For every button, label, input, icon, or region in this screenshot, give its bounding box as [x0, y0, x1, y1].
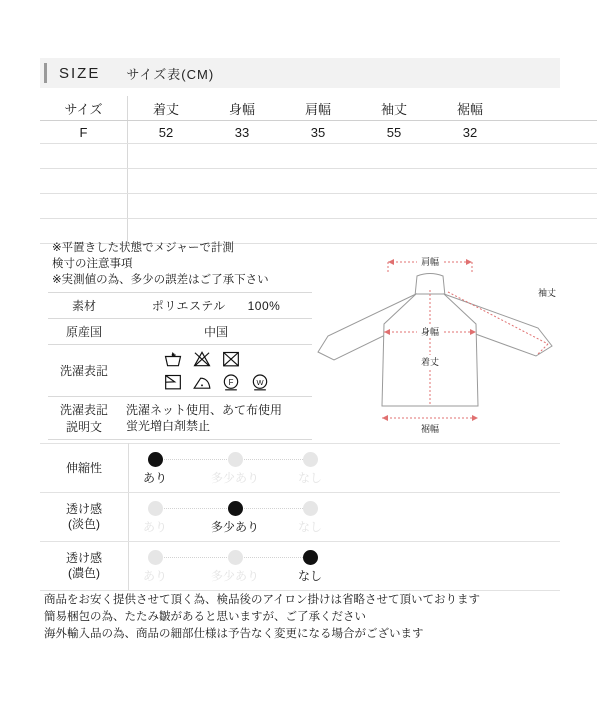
size-table-cell: 52: [128, 121, 205, 144]
footer-notes: [44, 592, 564, 643]
attribute-option-dot: [303, 452, 318, 467]
hand-wash-tub-icon: [162, 349, 184, 369]
attribute-option-dot: [228, 550, 243, 565]
size-table-empty-cell: [128, 194, 205, 219]
attribute-scale-cell: [129, 444, 561, 493]
attribute-option-dot: [148, 501, 163, 516]
svg-text:W: W: [256, 377, 264, 387]
size-table-empty-row: [40, 169, 597, 194]
size-table-empty-cell-pad: [508, 194, 597, 219]
care-symbols-row: [48, 345, 312, 397]
size-table-cell: 35: [280, 121, 356, 144]
size-table-empty-cell: [40, 194, 128, 219]
material-label: 素材: [48, 293, 120, 319]
size-table-empty-cell-pad: [508, 169, 597, 194]
attribute-option-dot: [303, 550, 318, 565]
attribute-label: [40, 493, 129, 542]
size-table-empty-cell: [356, 144, 432, 169]
attribute-table: [40, 443, 560, 591]
size-table-empty-cell: [280, 194, 356, 219]
care-symbol-row-top: [162, 349, 242, 369]
attribute-table-body: [40, 444, 560, 591]
size-table-header-cell: 肩幅: [280, 96, 356, 121]
size-measurement-table: [40, 96, 597, 244]
measuring-note-line: 検寸の注意事項: [52, 258, 133, 270]
attribute-option[interactable]: [122, 495, 188, 535]
size-table-header-cell: 着丈: [128, 96, 205, 121]
attribute-row: [40, 542, 560, 591]
size-header-band: [40, 58, 560, 88]
measuring-notes: [52, 240, 312, 288]
attribute-label-line2: (濃色): [68, 566, 100, 580]
accent-bar-icon: [44, 63, 47, 83]
size-table-empty-cell: [40, 169, 128, 194]
size-table-empty-cell: [432, 144, 508, 169]
label-sleeve: 袖丈: [537, 288, 557, 298]
attribute-scale-cell: [129, 542, 561, 591]
size-table-cell-pad: [508, 121, 597, 144]
size-table-header-cell: 袖丈: [356, 96, 432, 121]
care-note-value: [120, 397, 312, 440]
care-note-label-line2: 説明文: [65, 420, 102, 434]
attribute-option-label: 多少あり: [210, 569, 259, 583]
no-bleach-triangle-icon: [191, 349, 213, 369]
label-hem: 裾幅: [420, 424, 440, 434]
attribute-label-line2: (淡色): [68, 517, 100, 531]
size-table-empty-cell: [432, 219, 508, 244]
care-note-label-line1: 洗濯表記: [59, 403, 108, 417]
care-symbol-group: [120, 349, 312, 392]
attribute-label-line1: 透け感: [65, 551, 102, 565]
attribute-option-label: あり: [142, 471, 167, 485]
size-table-empty-cell-pad: [508, 219, 597, 244]
size-table-empty-row: [40, 144, 597, 169]
size-table-empty-cell: [356, 169, 432, 194]
garment-outline: [318, 274, 552, 407]
attribute-scale: [142, 544, 387, 588]
care-note-line1: 洗濯ネット使用、あて布使用: [126, 403, 283, 417]
attribute-label: [40, 444, 129, 493]
care-note-line2: 蛍光増白剤禁止: [126, 419, 211, 433]
size-table-empty-cell: [356, 219, 432, 244]
attribute-label-line1: 透け感: [65, 502, 102, 516]
attribute-scale: [142, 446, 387, 490]
size-table-empty-cell: [204, 194, 280, 219]
size-table-empty-cell-pad: [508, 144, 597, 169]
size-table-empty-cell: [280, 169, 356, 194]
attribute-option-label: なし: [297, 569, 322, 583]
attribute-option-dot: [303, 501, 318, 516]
no-tumble-dry-icon: [220, 349, 242, 369]
f-circle-drycleaning-icon: [220, 372, 242, 392]
garment-diagram-svg: [312, 248, 574, 438]
attribute-option-dot: [148, 452, 163, 467]
attribute-option-dot: [228, 501, 243, 516]
care-note-row: [48, 397, 312, 440]
attribute-option[interactable]: [122, 446, 188, 486]
care-note-label: [48, 397, 120, 440]
size-badge-label: SIZE: [59, 64, 101, 82]
iron-icon: [191, 372, 213, 392]
size-table-cell: 55: [356, 121, 432, 144]
attribute-label-line1: 伸縮性: [65, 460, 102, 475]
spec-table: [48, 292, 312, 440]
garment-diagram: [312, 248, 574, 438]
attribute-option-label: あり: [142, 520, 167, 534]
size-table-empty-cell: [204, 169, 280, 194]
size-table-cell: 32: [432, 121, 508, 144]
attribute-option[interactable]: [277, 495, 343, 535]
size-table-header-cell: サイズ: [40, 96, 128, 121]
attribute-option[interactable]: [202, 446, 268, 486]
attribute-scale-cell: [129, 493, 561, 542]
size-table-empty-cell: [204, 144, 280, 169]
attribute-scale: [142, 495, 387, 539]
origin-value: 中国: [120, 319, 312, 345]
origin-row: [48, 319, 312, 345]
attribute-option-dot: [228, 452, 243, 467]
size-table-empty-row: [40, 194, 597, 219]
drip-dry-icon: [162, 372, 184, 392]
care-label: 洗濯表記: [48, 345, 120, 397]
svg-text:F: F: [228, 378, 234, 387]
size-table-empty-cell: [40, 144, 128, 169]
attribute-option[interactable]: [202, 495, 268, 535]
origin-label: 原産国: [48, 319, 120, 345]
footer-note-line: 簡易梱包の為、たたみ皺があると思いますが、ご了承ください: [44, 611, 366, 623]
care-symbols-cell: [120, 345, 312, 397]
attribute-option[interactable]: [122, 544, 188, 584]
size-table-empty-cell: [356, 194, 432, 219]
size-table-header-cell: 身幅: [204, 96, 280, 121]
material-row: [48, 293, 312, 319]
size-table-cell: 33: [204, 121, 280, 144]
size-table-header-pad: [508, 96, 597, 121]
size-table-row: [40, 121, 597, 144]
care-symbol-row-bottom: [162, 372, 271, 392]
size-table-empty-cell: [432, 169, 508, 194]
measuring-note-line: ※平置きした状態でメジャーで計測: [52, 242, 234, 254]
size-table-header-cell: 裾幅: [432, 96, 508, 121]
size-table-cell: F: [40, 121, 128, 144]
label-length: 着丈: [420, 357, 440, 367]
size-subtitle: サイズ表(CM): [126, 66, 215, 82]
material-value: [120, 293, 312, 319]
attribute-option-label: なし: [297, 471, 322, 485]
attribute-row: [40, 444, 560, 493]
attribute-option[interactable]: [277, 446, 343, 486]
material-name: ポリエステル: [151, 299, 226, 313]
size-table-empty-cell: [280, 144, 356, 169]
attribute-option[interactable]: [202, 544, 268, 584]
attribute-row: [40, 493, 560, 542]
size-table-empty-cell: [128, 144, 205, 169]
measuring-note-line: ※実測値の為、多少の誤差はご了承下さい: [52, 274, 269, 286]
footer-note-line: 海外輸入品の為、商品の細部仕様は予告なく変更になる場合がございます: [44, 628, 424, 640]
footer-note-line: 商品をお安く提供させて頂く為、検品後のアイロン掛けは省略させて頂いております: [44, 594, 480, 606]
size-table-empty-cell: [128, 169, 205, 194]
attribute-option-label: 多少あり: [210, 471, 259, 485]
attribute-option-dot: [148, 550, 163, 565]
material-percent: 100%: [247, 299, 281, 313]
attribute-option[interactable]: [277, 544, 343, 584]
attribute-option-label: なし: [297, 520, 322, 534]
size-table-body: [40, 96, 597, 244]
attribute-label: [40, 542, 129, 591]
w-circle-wetcleaning-icon: [249, 372, 271, 392]
size-table-header-row: [40, 96, 597, 121]
label-chest: 身幅: [420, 327, 440, 337]
attribute-option-label: あり: [142, 569, 167, 583]
attribute-option-label: 多少あり: [210, 520, 259, 534]
label-shoulder: 肩幅: [420, 257, 440, 267]
size-table-empty-cell: [432, 194, 508, 219]
